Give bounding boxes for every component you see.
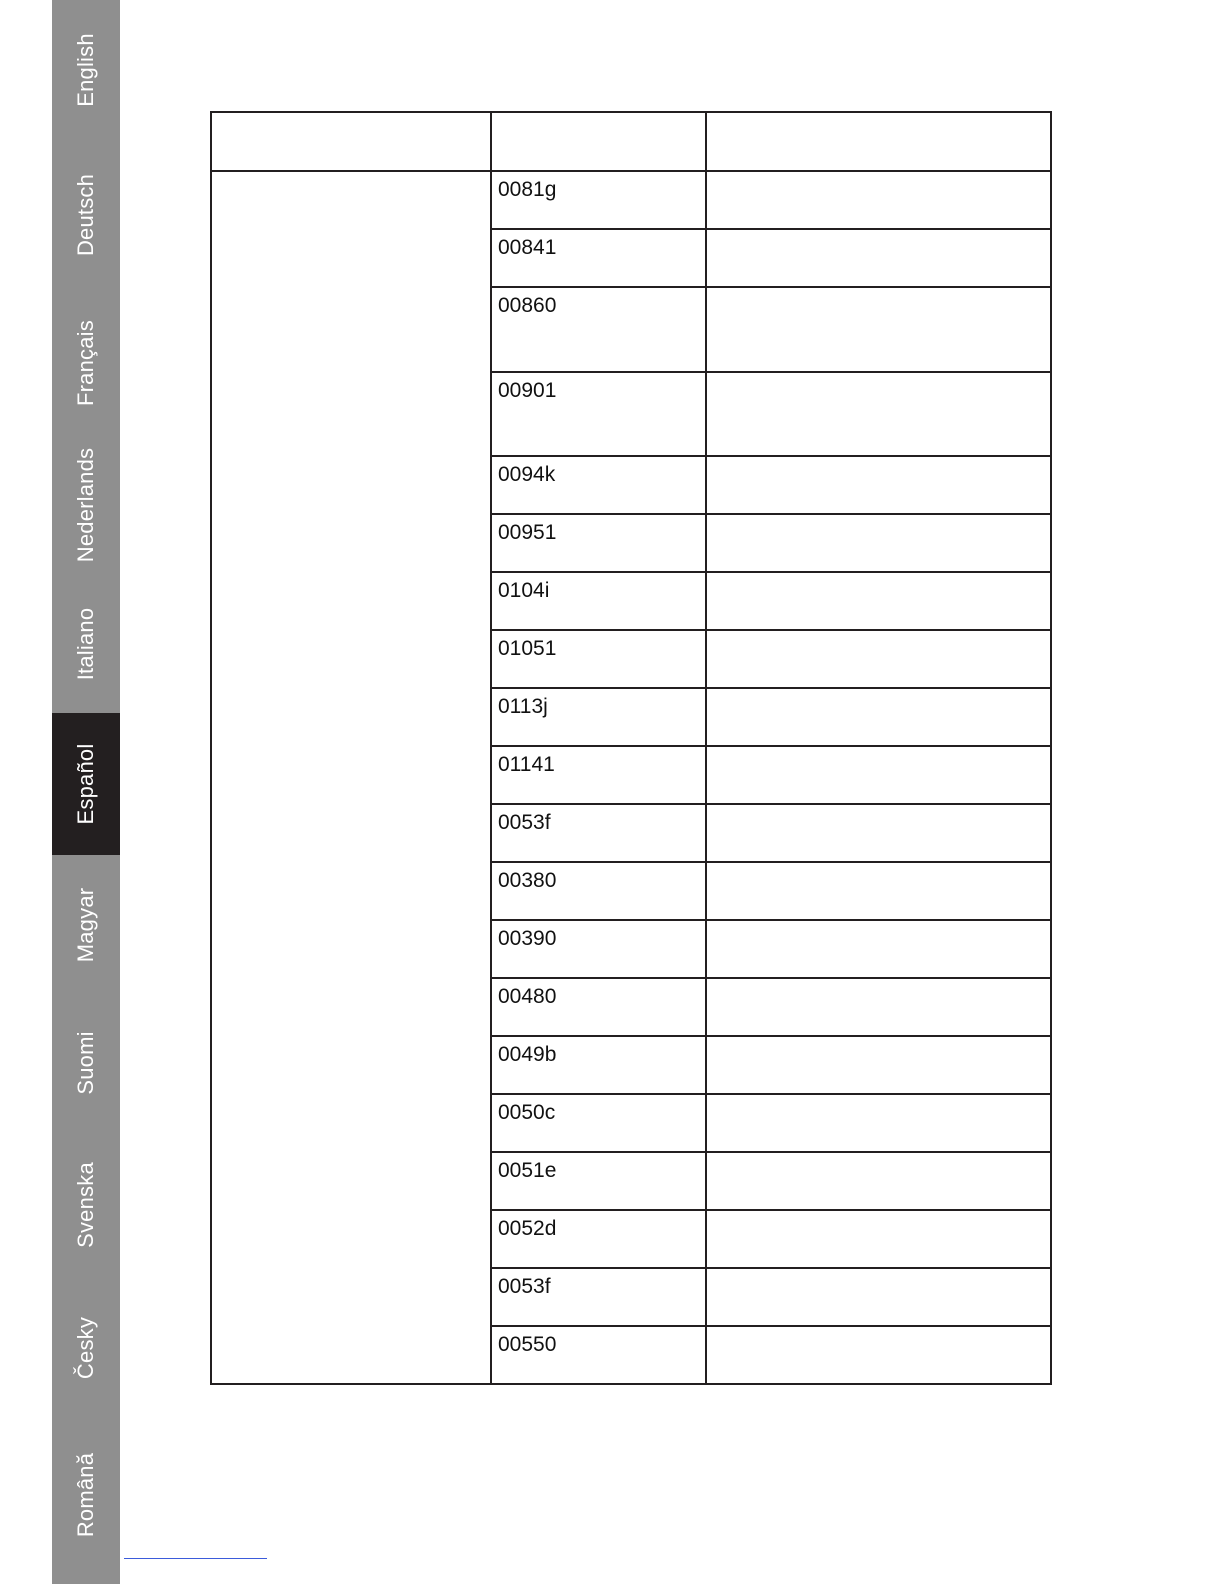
table-row — [211, 171, 1051, 229]
code-cell — [491, 978, 706, 1036]
description-cell — [706, 978, 1051, 1036]
lang-tab-english[interactable] — [52, 0, 120, 140]
code-cell — [491, 804, 706, 862]
code-cell — [491, 456, 706, 514]
lang-tab-label: Česky — [73, 1316, 98, 1379]
code-cell — [491, 514, 706, 572]
code-cell — [491, 920, 706, 978]
description-cell — [706, 746, 1051, 804]
code-cell — [491, 1268, 706, 1326]
code-cell — [491, 572, 706, 630]
code-value: 0052d — [498, 1217, 557, 1240]
lang-tab-nederlands[interactable] — [52, 435, 120, 575]
lang-tab-label: Deutsch — [73, 173, 98, 257]
lang-tab-italiano[interactable] — [52, 575, 120, 713]
code-value: 00480 — [498, 985, 557, 1008]
lang-tab-romana[interactable] — [52, 1415, 120, 1575]
lang-tab-francais[interactable] — [52, 290, 120, 435]
lang-tab-label: Français — [73, 319, 98, 406]
lang-tab-espanol[interactable] — [52, 713, 120, 855]
description-cell — [706, 372, 1051, 456]
description-cell — [706, 572, 1051, 630]
lang-tab-magyar[interactable] — [52, 855, 120, 995]
code-table — [210, 111, 1052, 1385]
lang-tab-label: Magyar — [73, 887, 98, 963]
description-cell — [706, 1210, 1051, 1268]
lang-tab-svenska[interactable] — [52, 1130, 120, 1280]
code-value: 00390 — [498, 927, 557, 950]
lang-tab-label: Svenska — [73, 1162, 98, 1248]
code-value: 00841 — [498, 236, 557, 259]
code-cell — [491, 862, 706, 920]
header-cell-brand — [211, 112, 491, 171]
table-header-row — [211, 112, 1051, 171]
description-cell — [706, 171, 1051, 229]
code-value: 00380 — [498, 869, 557, 892]
lang-tab-deutsch[interactable] — [52, 140, 120, 290]
code-value: 00951 — [498, 521, 557, 544]
description-cell — [706, 1326, 1051, 1384]
lang-tab-label: Română — [73, 1452, 98, 1538]
lang-tab-label: Nederlands — [73, 447, 98, 563]
description-cell — [706, 1036, 1051, 1094]
code-cell — [491, 1210, 706, 1268]
code-cell — [491, 229, 706, 287]
description-cell — [706, 514, 1051, 572]
code-cell — [491, 372, 706, 456]
code-value: 0094k — [498, 463, 556, 486]
code-value: 0113j — [498, 695, 548, 718]
code-value: 0104i — [498, 579, 550, 602]
description-cell — [706, 804, 1051, 862]
description-cell — [706, 1094, 1051, 1152]
code-cell — [491, 630, 706, 688]
code-value: 0050c — [498, 1101, 556, 1124]
lang-tab-cesky[interactable] — [52, 1280, 120, 1415]
code-cell — [491, 1152, 706, 1210]
code-value: 0081g — [498, 178, 557, 201]
description-cell — [706, 456, 1051, 514]
code-cell — [491, 1326, 706, 1384]
description-cell — [706, 229, 1051, 287]
description-cell — [706, 1152, 1051, 1210]
code-value: 00860 — [498, 294, 557, 317]
description-cell — [706, 920, 1051, 978]
code-cell — [491, 688, 706, 746]
description-cell — [706, 287, 1051, 372]
code-value: 0049b — [498, 1043, 557, 1066]
code-value: 0053f — [498, 1275, 551, 1298]
code-cell — [491, 746, 706, 804]
description-cell — [706, 688, 1051, 746]
code-value: 01051 — [498, 637, 557, 660]
lang-tab-label: Italiano — [73, 607, 98, 681]
description-cell — [706, 630, 1051, 688]
description-cell — [706, 1268, 1051, 1326]
header-cell-description — [706, 112, 1051, 171]
code-cell — [491, 1094, 706, 1152]
brand-cell — [211, 171, 491, 1384]
code-value: 00550 — [498, 1333, 557, 1356]
code-cell — [491, 287, 706, 372]
language-sidebar — [52, 0, 120, 1584]
code-value: 0051e — [498, 1159, 557, 1182]
lang-tab-suomi[interactable] — [52, 995, 120, 1130]
description-cell — [706, 862, 1051, 920]
header-cell-code — [491, 112, 706, 171]
code-value: 01141 — [498, 753, 555, 776]
code-cell — [491, 171, 706, 229]
lang-tab-label: English — [73, 33, 98, 107]
lang-tab-label: Suomi — [73, 1030, 98, 1095]
lang-tab-label: Español — [73, 743, 98, 825]
code-value: 0053f — [498, 811, 551, 834]
code-cell — [491, 1036, 706, 1094]
code-value: 00901 — [498, 379, 557, 402]
footer-rule — [124, 1558, 267, 1559]
